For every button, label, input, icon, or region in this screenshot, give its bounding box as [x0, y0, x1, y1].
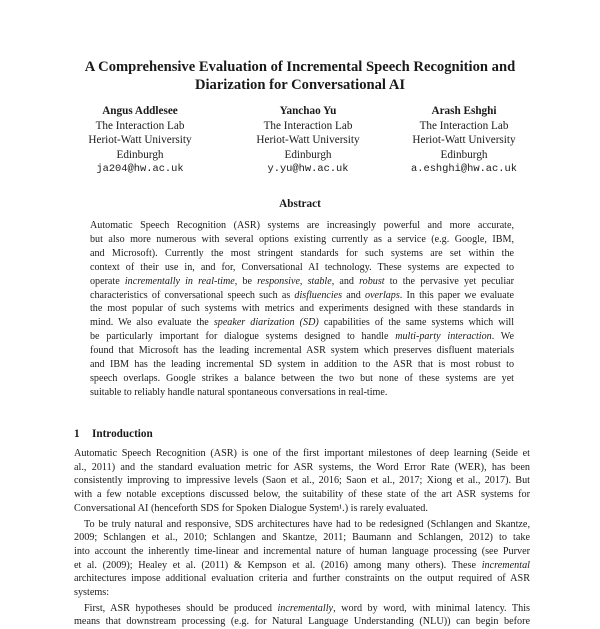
- body-line: To be truly natural and responsive, SDS architectures have had to be redesigned (Schlangen and Skantze,: [84, 518, 530, 530]
- abstract-line: mind. We also evaluate the speaker diarization (SD) capabilities of the same systems which will: [90, 317, 514, 329]
- body-line: al., 2011) and the standard evaluation metric for ASR systems, the Word Error Rate (WER), has been: [74, 461, 530, 473]
- body-line: into account the inherently time-linear and incremental nature of human language processing (see Purver: [74, 545, 530, 557]
- introduction-body: [74, 447, 530, 629]
- abstract-line: the most popular of such systems with metrics and experiments designed with these standards in: [90, 303, 514, 315]
- body-line: architectures impose additional evaluation criteria and further constraints on the output required of ASR: [74, 573, 530, 585]
- author-institution: Heriot-Watt University: [412, 134, 516, 147]
- body-line: et al. (2009); Healey et al. (2011) & Kempson et al. (2016) among many others). These incremental: [74, 559, 530, 571]
- abstract-line: operate incrementally in real-time, be responsive, stable, and robust to the pervasive yet peculiar: [90, 275, 514, 287]
- body-line: 2009; Schlangen et al., 2010; Schlangen and Skantze, 2011; Baumann and Schlangen, 2012) to take: [74, 532, 530, 544]
- abstract-heading: Abstract: [279, 198, 321, 210]
- abstract-line: Automatic Speech Recognition (ASR) systems are increasingly powerful and more accurate,: [90, 220, 514, 231]
- abstract-line: speech overlaps. Google strikes a balance between the two but none of these systems are yet: [90, 372, 514, 384]
- body-line: First, ASR hypotheses should be produced incrementally, word by word, with minimal latency. This: [84, 602, 531, 614]
- abstract-line: found that Microsoft has the leading incremental ASR system which preserves disfluent materials: [90, 345, 514, 357]
- author-1: [60, 104, 220, 177]
- body-line: with a few notable exceptions discussed below, the suitability of these state of the art ASR systems for: [74, 489, 530, 501]
- body-line: systems:: [74, 587, 110, 599]
- abstract-line: be particularly important for dialogue systems designed to handle multi-party interaction. We: [90, 331, 514, 343]
- author-email: y.yu@hw.ac.uk: [267, 163, 349, 176]
- author-city: Edinburgh: [440, 148, 488, 161]
- author-name: Arash Eshghi: [431, 105, 497, 117]
- section-number: 1: [74, 428, 80, 440]
- author-2: [228, 104, 388, 177]
- author-3: [384, 104, 544, 177]
- author-institution: Heriot-Watt University: [88, 134, 192, 147]
- author-name: Angus Addlesee: [102, 105, 178, 117]
- author-name: Yanchao Yu: [279, 105, 337, 117]
- abstract-line: and Microsoft). Currently the most stringent standards for such systems are set within the: [90, 247, 514, 259]
- author-email: a.eshghi@hw.ac.uk: [410, 163, 517, 176]
- body-line: means that downstream processing (e.g. for Natural Language Understanding (NLU)) can begin before: [74, 616, 530, 628]
- abstract-line: characteristics of conversational speech such as disfluencies and overlaps. In this paper we evaluate: [90, 289, 514, 301]
- author-city: Edinburgh: [116, 148, 164, 161]
- title-line-1: A Comprehensive Evaluation of Incremental Speech Recognition and: [84, 59, 516, 75]
- body-line: consistently improving to impressive levels (Saon et al., 2016; Saon et al., 2017; Xiong et al., 2017). But: [74, 475, 530, 487]
- body-line: Conversational AI (henceforth SDS for Spoken Dialogue System¹.) is rarely evaluated.: [74, 502, 428, 514]
- abstract-text: [90, 219, 514, 400]
- body-line: Automatic Speech Recognition (ASR) is one of the first important milestones of deep learning (Seide et: [74, 448, 530, 459]
- paper-title: [60, 58, 540, 94]
- abstract-line: and IBM has the leading incremental SD system in addition to the ASR that is most robust to: [90, 359, 514, 371]
- author-city: Edinburgh: [284, 148, 332, 161]
- section-title: Introduction: [92, 428, 153, 440]
- author-affiliation: The Interaction Lab: [419, 119, 509, 132]
- author-email: ja204@hw.ac.uk: [96, 163, 184, 176]
- abstract-line: context of their use in, and for, Conversational AI technology. These systems are expected to: [90, 261, 514, 273]
- author-institution: Heriot-Watt University: [256, 134, 360, 147]
- author-affiliation: The Interaction Lab: [263, 119, 353, 132]
- abstract-line: suitable to reliably handle natural spontaneous conversations in real-time.: [90, 386, 388, 398]
- abstract-line: but also more numerous with several options existing currently as a service (e.g. Google, IBM,: [90, 233, 514, 245]
- author-affiliation: The Interaction Lab: [95, 119, 185, 132]
- section-heading: [74, 428, 153, 440]
- title-line-2: Diarization for Conversational AI: [194, 77, 406, 93]
